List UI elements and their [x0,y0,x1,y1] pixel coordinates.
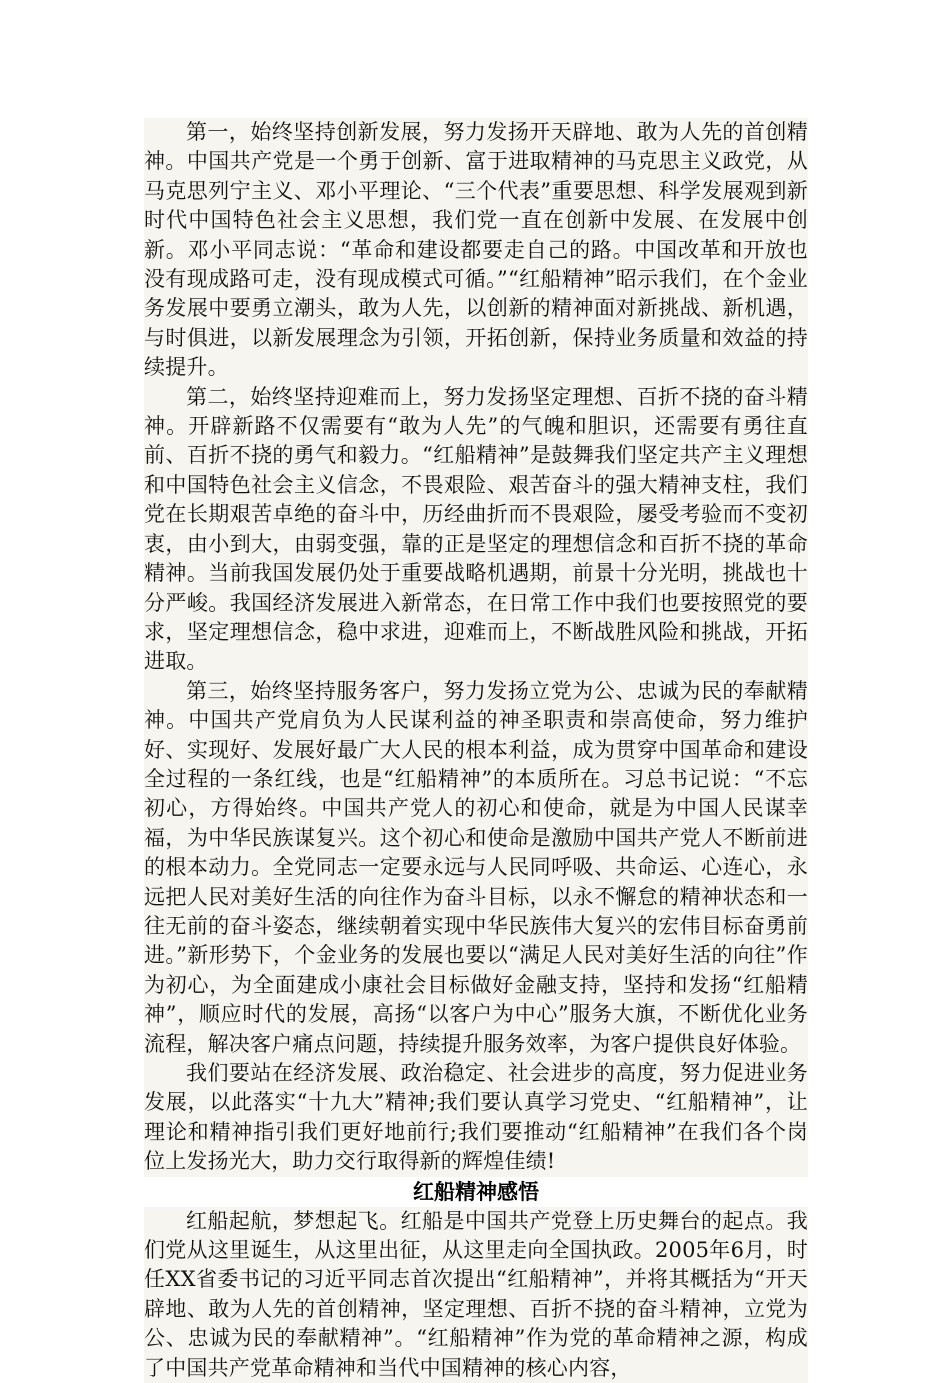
paragraph-perseverance: 第二，始终坚持迎难而上，努力发扬坚定理想、百折不挠的奋斗精神。开辟新路不仅需要有“敢为人先”的气魄和胆识，还需要有勇往直前、百折不挠的勇气和毅力。“红船精神”是鼓舞我们坚定共产主义理想和中国特色社会主义信念，不畏艰险、艰苦奋斗的强大精神支柱，我们党在长期艰苦卓绝的奋斗中，历经曲折而不畏艰险，屡受考验而不变初衷，由小到大，由弱变强，靠的正是坚定的理想信念和百折不挠的革命精神。当前我国发展仍处于重要战略机遇期，前景十分光明，挑战也十分严峻。我国经济发展进入新常态，在日常工作中我们也要按照党的要求，坚定理想信念，稳中求进，迎难而上，不断战胜风险和挑战，开拓进取。 [144,384,808,674]
document-body [144,118,808,1383]
paragraph-conclusion: 我们要站在经济发展、政治稳定、社会进步的高度，努力促进业务发展，以此落实“十九大”精神;我们要认真学习党史、“红船精神”，让理论和精神指引我们更好地前行;我们要推动“红船精神”在我们各个岗位上发扬光大，助力交行取得新的辉煌佳绩! [144,1061,808,1174]
article-text-block [144,118,808,1177]
essay-paragraph: 红船起航，梦想起飞。红船是中国共产党登上历史舞台的起点。我们党从这里诞生，从这里出征，从这里走向全国执政。2005年6月，时任XX省委书记的习近平同志首次提出“红船精神”，并将其概括为“开天辟地、敢为人先的首创精神，坚定理想、百折不挠的奋斗精神，立党为公、忠诚为民的奉献精神”。“红船精神”作为党的革命精神之源，构成了中国共产党革命精神和当代中国精神的核心内容， [144,1208,808,1380]
paragraph-innovation: 第一，始终坚持创新发展，努力发扬开天辟地、敢为人先的首创精神。中国共产党是一个勇于创新、富于进取精神的马克思主义政党，从马克思列宁主义、邓小平理论、“三个代表”重要思想、科学发展观到新时代中国特色社会主义思想，我们党一直在创新中发展、在发展中创新。邓小平同志说：“革命和建设都要走自己的路。中国改革和开放也没有现成路可走，没有现成模式可循。”“红船精神”昭示我们，在个金业务发展中要勇立潮头，敢为人先，以创新的精神面对新挑战、新机遇，与时俱进，以新发展理念为引领，开拓创新，保持业务质量和效益的持续提升。 [144,120,808,380]
essay-text-block [144,1207,808,1383]
paragraph-service: 第三，始终坚持服务客户，努力发扬立党为公、忠诚为民的奉献精神。中国共产党肩负为人民谋利益的神圣职责和崇高使命，努力维护好、实现好、发展好最广大人民的根本利益，成为贯穿中国革命和建设全过程的一条红线，也是“红船精神”的本质所在。习总书记说：“不忘初心，方得始终。中国共产党人的初心和使命，就是为中国人民谋幸福，为中华民族谋复兴。这个初心和使命是激励中国共产党人不断前进的根本动力。全党同志一定要永远与人民同呼吸、共命运、心连心，永远把人民对美好生活的向往作为奋斗目标，以永不懈怠的精神状态和一往无前的奋斗姿态，继续朝着实现中华民族伟大复兴的宏伟目标奋勇前进。”新形势下，个金业务的发展也要以“满足人民对美好生活的向往”作为初心，为全面建成小康社会目标做好金融支持，坚持和发扬“红船精神”，顺应时代的发展，高扬“以客户为中心”服务大旗，不断优化业务流程，解决客户痛点问题，持续提升服务效率，为客户提供良好体验。 [144,678,808,1056]
essay-title: 红船精神感悟 [413,1179,539,1204]
